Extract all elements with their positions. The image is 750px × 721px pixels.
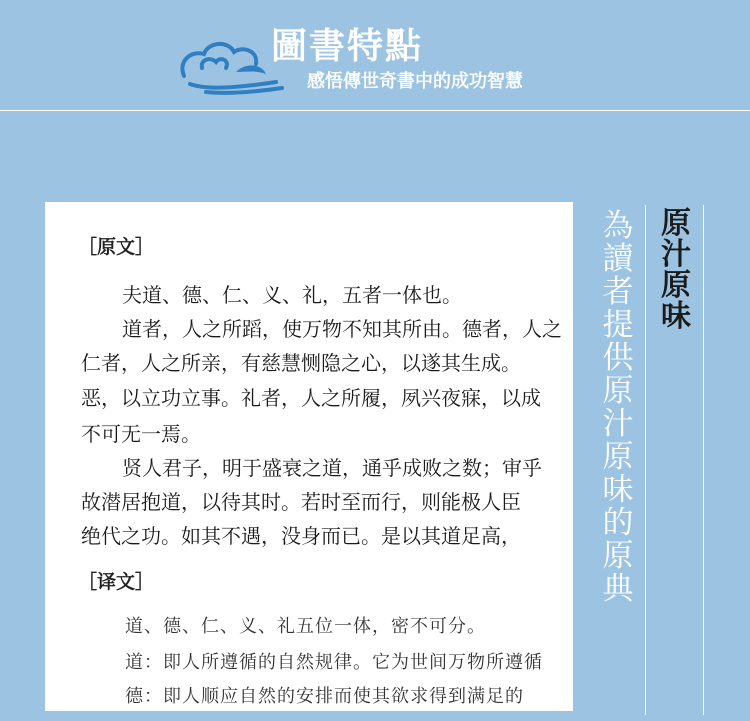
original-line: 道者，人之所蹈，使万物不知其所由。德者，人之 [122, 317, 562, 341]
original-line: 夫道、德、仁、义、礼，五者一体也。 [122, 283, 462, 307]
header-banner [0, 0, 750, 110]
original-line: 仁者，人之所亲，有慈慧恻隐之心，以遂其生成。 [81, 351, 521, 375]
side-rule-left [645, 205, 646, 715]
banner-subtitle: 感悟傳世奇書中的成功智慧 [307, 71, 523, 92]
original-line: 不可无一焉。 [81, 422, 201, 446]
book-page-excerpt [45, 202, 573, 711]
vertical-feature-tag: 原汁原味 [661, 206, 691, 334]
vertical-slogan: 為讀者提供原汁原味的原典 [602, 208, 634, 607]
original-line: 故潜居抱道，以待其时。若时至而行，则能极人臣 [81, 490, 521, 514]
translation-line: 道：即人所遵循的自然规律。它为世间万物所遵循 [125, 652, 543, 673]
cloud-logo-icon [176, 32, 286, 96]
banner-title: 圖書特點 [271, 26, 424, 67]
side-rule-right [703, 205, 704, 715]
header-divider [0, 110, 750, 111]
translation-line: 道、德、仁、义、礼五位一体，密不可分。 [125, 616, 486, 637]
original-text-label: ［原文］ [78, 236, 155, 258]
original-line: 恶，以立功立事。礼者，人之所履，夙兴夜寐，以成 [81, 386, 541, 410]
translation-label: ［译文］ [78, 571, 155, 593]
original-line: 贤人君子，明于盛衰之道，通乎成败之数；审乎 [122, 456, 542, 480]
original-line: 绝代之功。如其不遇，没身而已。是以其道足高， [81, 524, 521, 548]
translation-line: 德：即人顺应自然的安排而使其欲求得到满足的 [125, 686, 524, 707]
